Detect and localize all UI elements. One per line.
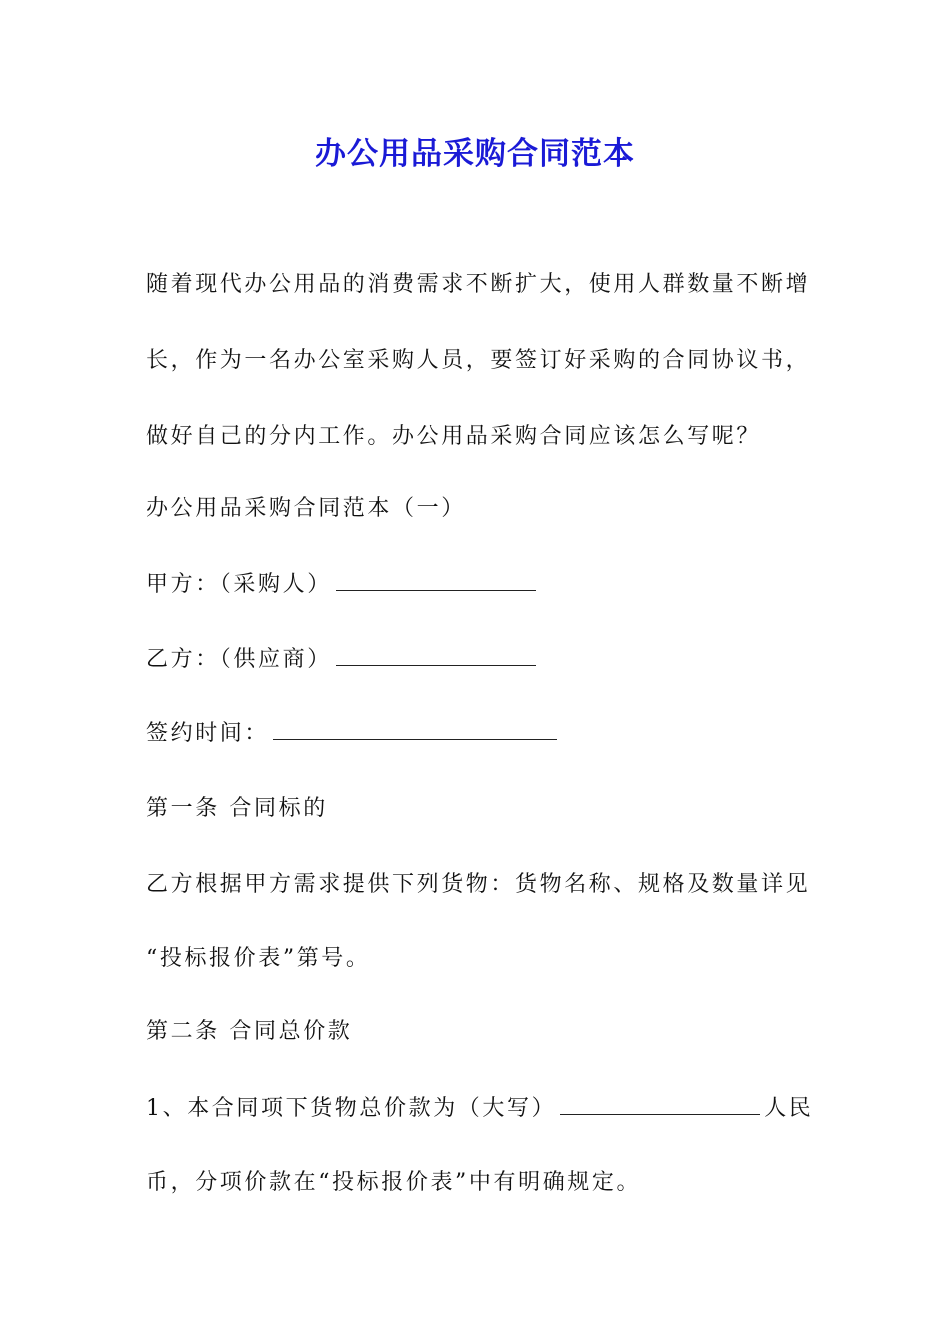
article2-item1-prefix: 1、本合同项下货物总价款为（大写）	[146, 1096, 557, 1121]
article2-item1-row	[146, 1094, 813, 1124]
party-a-row	[146, 570, 536, 600]
intro-line-1: 随着现代办公用品的消费需求不断扩大，使用人群数量不断增	[146, 272, 811, 297]
article2-item1-suffix: 人民	[764, 1096, 814, 1121]
intro-line-3: 做好自己的分内工作。办公用品采购合同应该怎么写呢？	[146, 424, 762, 449]
article1-heading: 第一条 合同标的	[146, 796, 328, 821]
article2-heading: 第二条 合同总价款	[146, 1019, 353, 1044]
party-b-blank	[336, 645, 536, 666]
party-a-blank	[336, 570, 536, 591]
party-a-label: 甲方：（采购人）	[146, 572, 332, 597]
sign-time-label: 签约时间：	[146, 721, 270, 746]
party-b-row	[146, 645, 536, 675]
article1-body-line-2: “投标报价表”第号。	[146, 946, 371, 971]
intro-line-2: 长，作为一名办公室采购人员，要签订好采购的合同协议书，	[146, 348, 811, 373]
sign-time-blank	[273, 719, 557, 740]
article2-item1-continuation: 币，分项价款在“投标报价表”中有明确规定。	[146, 1170, 642, 1195]
document-title: 办公用品采购合同范本	[315, 136, 635, 172]
party-b-label: 乙方：（供应商）	[146, 647, 332, 672]
total-price-blank	[560, 1094, 760, 1115]
section-heading: 办公用品采购合同范本（一）	[146, 496, 466, 521]
sign-time-row	[146, 719, 557, 749]
article1-body-line-1: 乙方根据甲方需求提供下列货物：货物名称、规格及数量详见	[146, 872, 811, 897]
